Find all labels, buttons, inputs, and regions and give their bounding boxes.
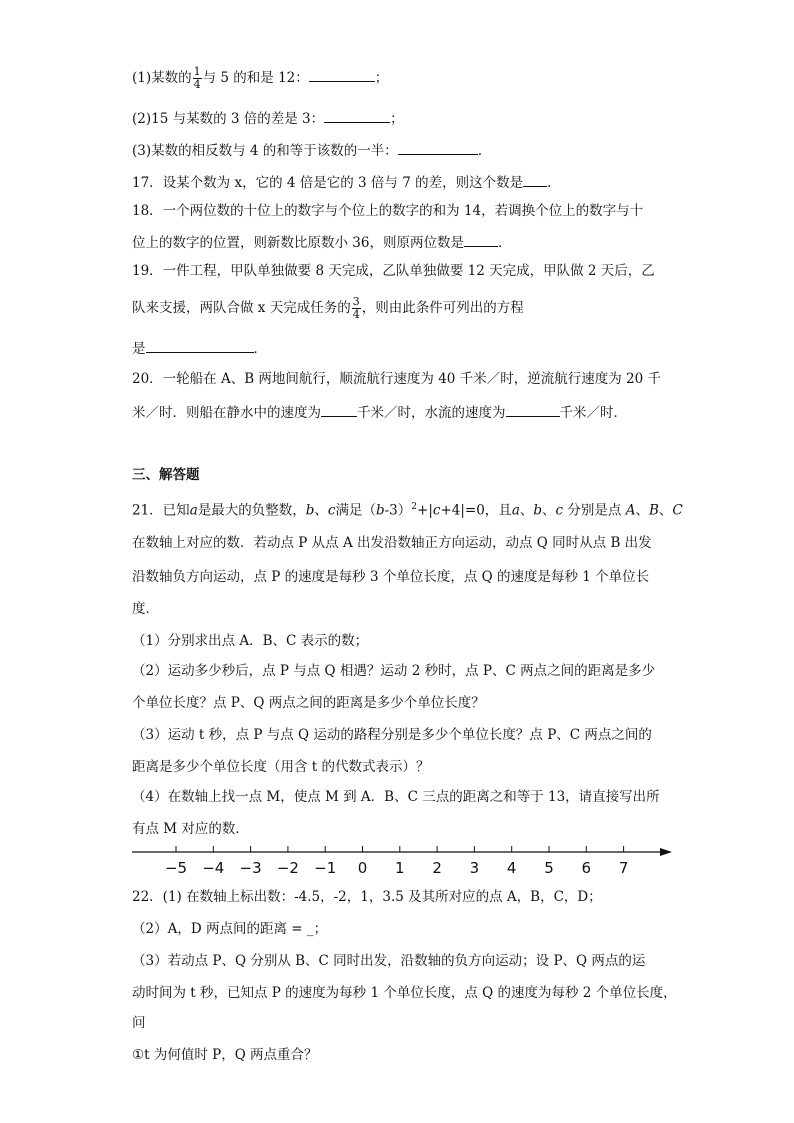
q21-part2-line2: 个单位长度？点 P、Q 两点之间的距离是多少个单位长度？ — [132, 695, 485, 711]
answer-blank[interactable] — [324, 108, 390, 123]
q21-text: -3） — [384, 502, 412, 519]
var-a: a — [511, 502, 520, 519]
q21-part2-line1: （2）运动多少秒后，点 P 与点 Q 相遇？运动 2 秒时，点 P、C 两点之间的距离是多少 — [132, 663, 656, 679]
answer-blank[interactable] — [506, 402, 560, 417]
q20-text2: 千米／时，水流的速度为 — [357, 405, 506, 421]
fraction-denominator: 4 — [193, 78, 201, 91]
q19-text2: ，则由此条件可列出的方程 — [361, 300, 524, 316]
question-21-line2: 在数轴上对应的数．若动点 P 从点 A 出发沿数轴正方向运动，动点 Q 同时从点 B 出发 — [132, 535, 652, 551]
number-line-tick-label: −3 — [239, 859, 262, 877]
punctuation: ． — [253, 341, 267, 357]
q16-part3 — [132, 140, 482, 160]
number-line-ticks — [165, 846, 628, 877]
q16-part2-text: (2)15 与某数的 3 倍的差是 3： — [132, 111, 325, 127]
number-line-tick-label: 0 — [357, 859, 368, 877]
punctuation: ． — [497, 235, 512, 251]
var-b: b — [375, 502, 385, 519]
question-20-line1: 20．一轮船在 A、B 两地间航行，顺流航行速度为 40 千米／时，逆流航行速度为 20 千 — [132, 371, 661, 387]
number-line-tick-label: −2 — [276, 859, 299, 877]
fraction-denominator: 4 — [352, 308, 360, 321]
q19-text: 队来支援，两队合做 x 天完成任务的 — [132, 300, 351, 316]
answer-blank[interactable] — [146, 338, 254, 353]
q21-part3-line2: 距离是多少个单位长度（用含 t 的代数式表示）？ — [132, 759, 430, 775]
q21-text: 分别是点 — [563, 502, 626, 519]
answer-blank[interactable] — [321, 402, 357, 417]
question-19-line3 — [132, 338, 267, 358]
exponent: 2 — [411, 502, 418, 512]
q18-text: 位上的数字的位置，则新数比原数小 36，则原两位数是 — [132, 235, 464, 251]
var-c: c — [555, 502, 564, 519]
answer-blank[interactable] — [398, 140, 478, 155]
question-22-line6: ①t 为何值时 P，Q 两点重合？ — [132, 1047, 318, 1063]
point-c: C — [672, 502, 683, 519]
fraction — [193, 66, 202, 91]
number-line-tick-label: −1 — [314, 859, 337, 877]
arrow-right-icon — [660, 848, 672, 856]
punctuation: ； — [390, 111, 404, 127]
punctuation: . — [477, 143, 483, 159]
q21-text: +4|=0，且 — [440, 502, 512, 519]
answer-blank[interactable] — [309, 67, 375, 82]
question-19-line1: 19．一件工程，甲队单独做要 8 天完成，乙队单独做要 12 天完成，甲队做 2 天后，乙 — [132, 263, 655, 279]
q21-text: 满足（ — [335, 502, 376, 519]
question-22-line2: （2）A，D 两点间的距离 = _； — [132, 921, 328, 937]
q16-part1-text2: 与 5 的和是 12： — [202, 70, 309, 86]
q21-text: 、 — [519, 502, 534, 519]
q21-part4-line2: 有点 M 对应的数． — [132, 821, 249, 837]
q16-part2 — [132, 108, 404, 128]
fraction-numerator: 1 — [193, 65, 201, 78]
number-line-tick-label: 4 — [506, 859, 517, 877]
question-21-line4: 度． — [132, 601, 159, 617]
punctuation: ； — [374, 70, 389, 86]
answer-blank[interactable] — [464, 232, 498, 247]
question-22-line5: 问 — [132, 1015, 146, 1031]
q21-text: 是最大的负整数， — [197, 502, 306, 519]
q17-text: 17．设某个数为 x，它的 4 倍是它的 3 倍与 7 的差，则这个数是 — [132, 175, 524, 191]
punctuation: ． — [547, 175, 561, 191]
number-line-tick-label: 6 — [581, 859, 592, 877]
number-line-tick-label: 5 — [544, 859, 554, 877]
q21-text: 、 — [635, 502, 649, 519]
q21-text: +| — [417, 502, 433, 519]
number-line-tick-label: 7 — [618, 859, 629, 877]
question-21-line1 — [132, 498, 683, 520]
question-22-line1: 22．(1) 在数轴上标出数：-4.5，-2，1，3.5 及其所对应的点 A，B，C，D； — [132, 889, 602, 905]
var-c: c — [432, 502, 441, 519]
fraction — [352, 296, 361, 321]
q16-part1-text: (1)某数的 — [132, 70, 192, 86]
q20-text: 米／时．则船在静水中的速度为 — [132, 405, 321, 421]
number-line-tick-label: 3 — [469, 859, 480, 877]
q19-text3: 是 — [132, 341, 146, 357]
q16-part3-text: (3)某数的相反数与 4 的和等于该数的一半： — [132, 143, 398, 159]
var-c: c — [327, 502, 336, 519]
point-b: B — [648, 502, 659, 519]
question-22-line3: （3）若动点 P、Q 分别从 B、C 同时出发，沿数轴的负方向运动；设 P、Q 两点的运 — [132, 953, 646, 969]
question-17 — [132, 172, 561, 192]
q21-text: 、 — [542, 502, 556, 519]
q20-text3: 千米／时． — [559, 405, 627, 421]
answer-blank[interactable] — [523, 172, 547, 187]
question-18-line1: 18．一个两位数的十位上的数字与个位上的数字的和为 14，若调换个位上的数字与十 — [132, 203, 644, 219]
q21-part1: （1）分别求出点 A．B、C 表示的数； — [132, 633, 369, 649]
q21-text: 21．已知 — [132, 502, 190, 519]
q16-part1 — [132, 66, 388, 91]
section-heading: 三、解答题 — [132, 467, 200, 483]
var-b: b — [533, 502, 543, 519]
question-21-line3: 沿数轴负方向运动，点 P 的速度是每秒 3 个单位长度，点 Q 的速度是每秒 1 个单位长 — [132, 569, 650, 585]
number-line-tick-label: 1 — [395, 859, 405, 877]
number-line — [132, 842, 677, 878]
number-line-tick-label: 2 — [432, 859, 442, 877]
var-a: a — [189, 502, 198, 519]
q21-part3-line1: （3）运动 t 秒，点 P 与点 Q 运动的路程分别是多少个单位长度？点 P、C 两点之间的 — [132, 727, 652, 743]
q21-text: 、 — [658, 502, 673, 519]
fraction-numerator: 3 — [352, 295, 360, 308]
number-line-tick-label: −5 — [164, 859, 188, 877]
point-a: A — [625, 502, 636, 519]
question-19-line2 — [132, 296, 524, 321]
q21-part4-line1: （4）在数轴上找一点 M，使点 M 到 A．B、C 三点的距离之和等于 13，请直接写出所 — [132, 789, 660, 805]
question-22-line4: 动时间为 t 秒，已知点 P 的速度为每秒 1 个单位长度，点 Q 的速度为每秒 2 个单位长度， — [132, 985, 677, 1001]
var-b: b — [305, 502, 315, 519]
question-18-line2 — [132, 232, 511, 252]
question-20-line2 — [132, 402, 627, 422]
number-line-tick-label: −4 — [202, 859, 225, 877]
q21-text: 、 — [314, 502, 328, 519]
